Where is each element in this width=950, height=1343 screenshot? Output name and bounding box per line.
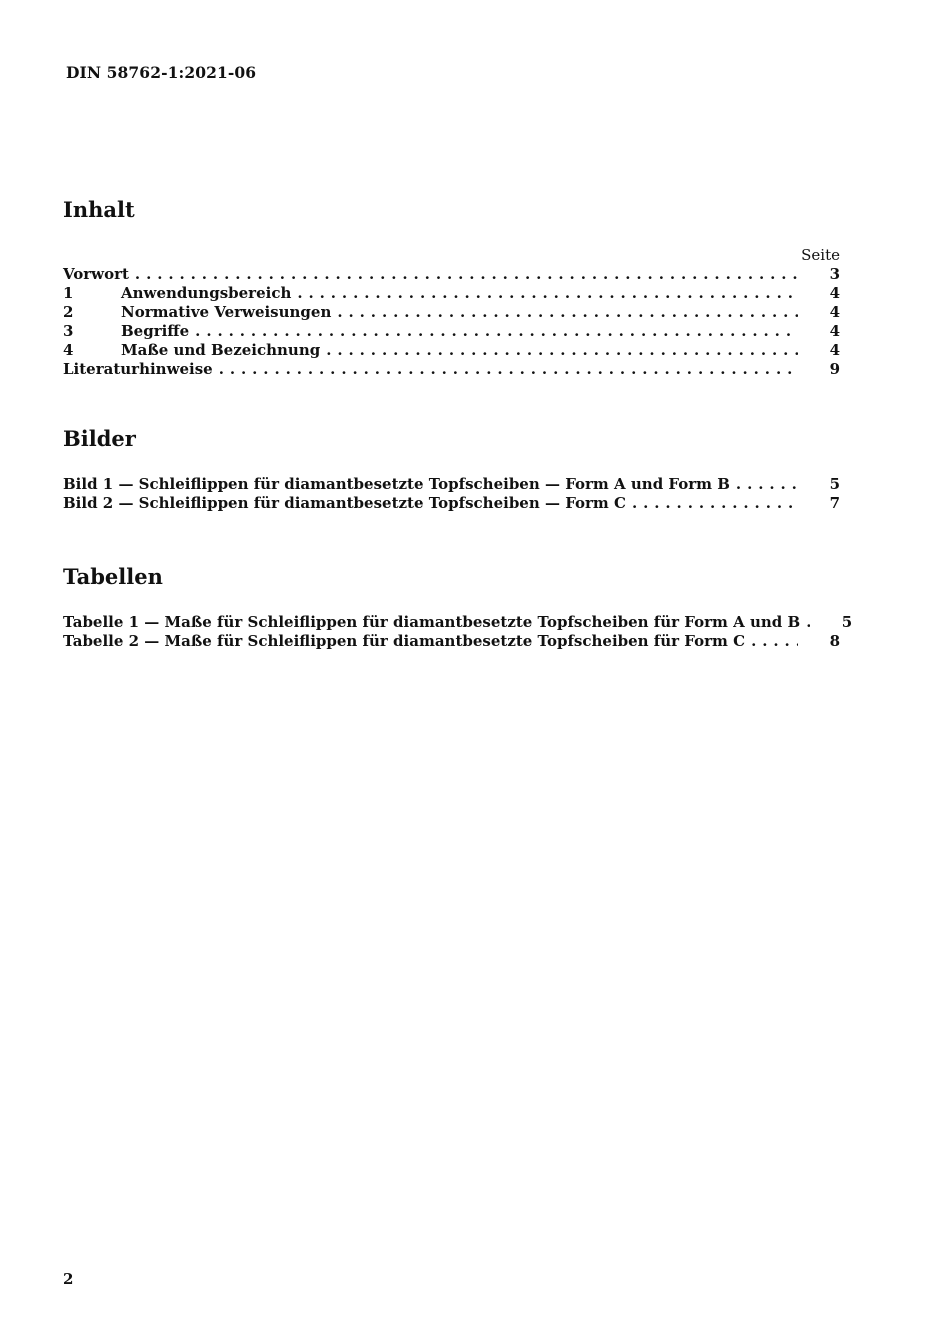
- figures-list: [63, 475, 840, 513]
- toc-entry-page: 9: [829, 360, 840, 378]
- figure-entry-label: Bild 1 — Schleiflippen für diamantbesetzte Topfscheiben — Form A und Form B: [63, 475, 730, 493]
- page-number: 2: [63, 1270, 74, 1288]
- dot-leader: [337, 303, 798, 322]
- tables-list: [63, 613, 853, 651]
- toc-entry-label: Literaturhinweise: [63, 360, 213, 378]
- dot-leader: [736, 475, 798, 494]
- dot-leader: [219, 360, 798, 379]
- toc-entry-masse-und-bezeichnung[interactable]: [63, 341, 840, 360]
- dot-leader: [751, 632, 798, 651]
- dot-leader: [632, 494, 798, 513]
- dot-leader: [135, 265, 798, 284]
- toc-entry-page: 4: [829, 284, 840, 302]
- table-entry-label: Tabelle 2 — Maße für Schleiflippen für diamantbesetzte Topfscheiben für Form C: [63, 632, 746, 650]
- figure-entry-page: 5: [829, 475, 840, 493]
- figure-entry-label: Bild 2 — Schleiflippen für diamantbesetzte Topfscheiben — Form C: [63, 494, 626, 512]
- figure-entry[interactable]: [63, 494, 840, 513]
- toc-entry-literaturhinweise[interactable]: [63, 360, 840, 379]
- toc-entry-number: 3: [63, 322, 74, 340]
- toc-entry-page: 4: [829, 322, 840, 340]
- document-id: DIN 58762-1:2021-06: [66, 63, 257, 82]
- toc-entry-begriffe[interactable]: [63, 322, 840, 341]
- toc-entry-number: 2: [63, 303, 74, 321]
- tables-title: Tabellen: [63, 564, 163, 589]
- toc-entry-vorwort[interactable]: [63, 265, 840, 284]
- table-entry-label: Tabelle 1 — Maße für Schleiflippen für diamantbesetzte Topfscheiben für Form A und B: [63, 613, 801, 631]
- toc-entry-page: 4: [829, 341, 840, 359]
- figure-entry-page: 7: [829, 494, 840, 512]
- figure-entry[interactable]: [63, 475, 840, 494]
- dot-leader: [195, 322, 798, 341]
- table-entry-page: 5: [841, 613, 853, 631]
- page-column-label: Seite: [801, 246, 840, 264]
- toc-entry-page: 4: [829, 303, 840, 321]
- toc-entry-number: 4: [63, 341, 74, 359]
- toc-entry-label: Anwendungsbereich: [121, 284, 292, 302]
- table-entry[interactable]: [63, 613, 853, 632]
- contents-title: Inhalt: [63, 197, 135, 222]
- table-entry[interactable]: [63, 632, 840, 651]
- table-entry-page: 8: [829, 632, 840, 650]
- toc-entry-label: Normative Verweisungen: [121, 303, 332, 321]
- figures-title: Bilder: [63, 426, 136, 451]
- dot-leader: [326, 341, 798, 360]
- toc-entry-label: Maße und Bezeichnung: [121, 341, 321, 359]
- toc-entry-label: Vorwort: [63, 265, 129, 283]
- toc-entry-anwendungsbereich[interactable]: [63, 284, 840, 303]
- toc-entry-normative-verweisungen[interactable]: [63, 303, 840, 322]
- contents-list: [63, 265, 840, 379]
- toc-entry-number: 1: [63, 284, 74, 302]
- toc-entry-page: 3: [829, 265, 840, 283]
- toc-entry-label: Begriffe: [121, 322, 190, 340]
- dot-leader: [297, 284, 798, 303]
